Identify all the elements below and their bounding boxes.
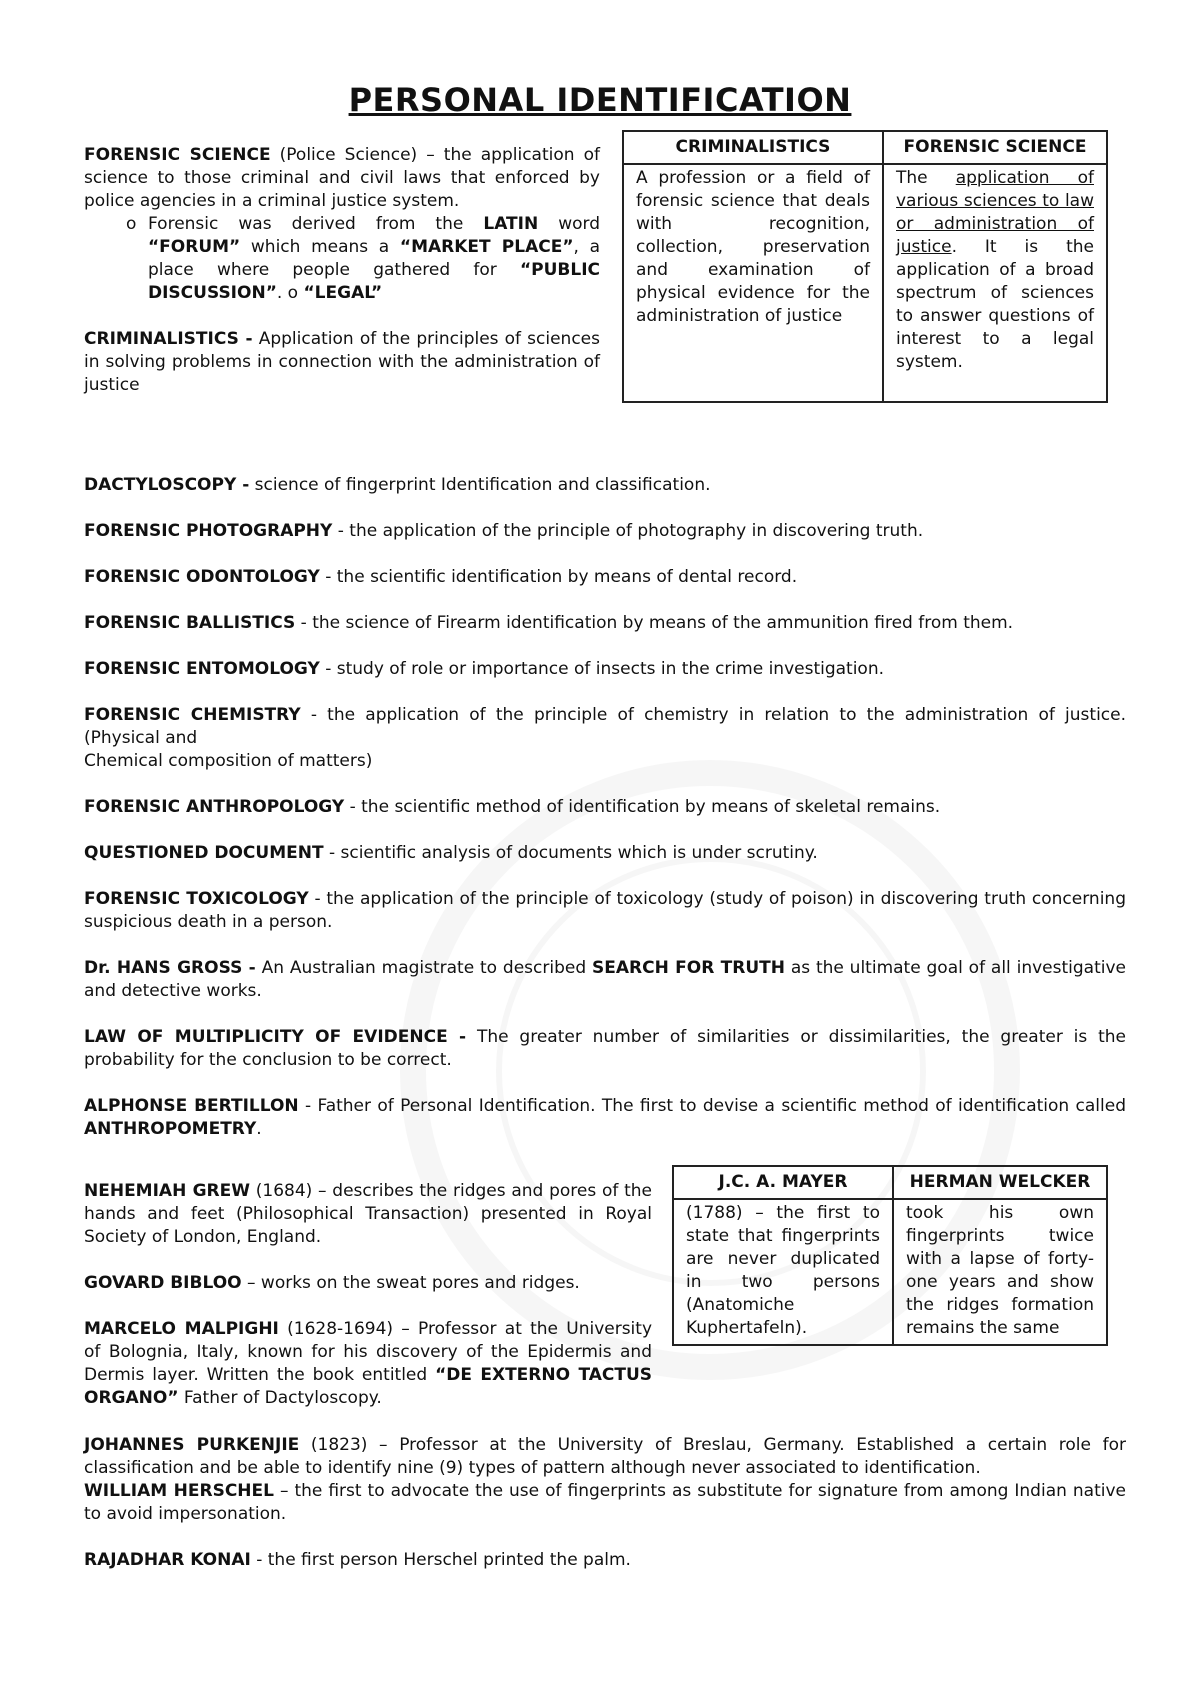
table-header-welcker: HERMAN WELCKER [893, 1166, 1107, 1199]
multiplicity-entry: LAW OF MULTIPLICITY OF EVIDENCE - The greater number of similarities or dissimilarities, the greater is the probability for the conclusion to be correct. [84, 1027, 1126, 1070]
later-pioneers-section [84, 1434, 1126, 1572]
table-cell-forensic-science: The application of various sciences to law or administration of justice. It is the application of a broad spectrum of sciences to answer questions of interest to a legal system. [883, 164, 1107, 402]
definition-chemistry-line2: Chemical composition of matters) [84, 751, 373, 771]
table-header-criminalistics: CRIMINALISTICS [623, 131, 883, 164]
bertillon-entry: ALPHONSE BERTILLON - Father of Personal Identification. The first to devise a scientific method of identification called ANTHROPOMETRY. [84, 1096, 1126, 1139]
malpighi-entry: MARCELO MALPIGHI (1628-1694) – Professor at the University of Bolognia, Italy, known for his discovery of the Epidermis and Dermis layer. Written the book entitled “DE EXTERNO TACTUS ORGANO” Father of Dactyloscopy. [84, 1319, 653, 1408]
forum-bullet-list [84, 213, 600, 305]
table-cell-welcker: took his own fingerprints twice with a lapse of forty-one years and show the ridges formation remains the same [893, 1199, 1107, 1345]
definition-chemistry: FORENSIC CHEMISTRY - the application of the principle of chemistry in relation to the administration of justice. (Physical and [84, 705, 1127, 748]
mayer-welcker-table [672, 1165, 1108, 1346]
definition-photography: FORENSIC PHOTOGRAPHY - the application of the principle of photography in discovering truth. [84, 521, 924, 541]
definition-questioned-document: QUESTIONED DOCUMENT - scientific analysis of documents which is under scrutiny. [84, 843, 818, 863]
grew-entry: NEHEMIAH GREW (1684) – describes the ridges and pores of the hands and feet (Philosophical Transaction) presented in Royal Society of London, England. [84, 1181, 652, 1247]
table-cell-mayer: (1788) – the first to state that fingerprints are never duplicated in two persons (Anatomiche Kuphertafeln). [673, 1199, 893, 1345]
purkenjie-entry: JOHANNES PURKENJIE (1823) – Professor at the University of Breslau, Germany. Established a certain role for classification and be able to identify nine (9) types of pattern although never associated to identification. [84, 1435, 1126, 1478]
definition-odontology: FORENSIC ODONTOLOGY - the scientific identification by means of dental record. [84, 567, 798, 587]
page-title: PERSONAL IDENTIFICATION [348, 81, 852, 119]
table-header-mayer: J.C. A. MAYER [673, 1166, 893, 1199]
criminalistics-definition: CRIMINALISTICS - Application of the principles of sciences in solving problems in connection with the administration of justice [84, 329, 600, 395]
bibloo-entry: GOVARD BIBLOO – works on the sweat pores and ridges. [84, 1273, 580, 1293]
definition-entomology: FORENSIC ENTOMOLOGY - study of role or importance of insects in the crime investigation. [84, 659, 885, 679]
early-pioneers-column [84, 1180, 652, 1410]
definition-dactyloscopy: DACTYLOSCOPY - science of fingerprint Identification and classification. [84, 475, 711, 495]
forensic-science-definition: FORENSIC SCIENCE (Police Science) – the application of science to those criminal and civil laws that enforced by police agencies in a criminal justice system. [84, 145, 600, 211]
table-cell-criminalistics: A profession or a field of forensic science that deals with recognition, collection, preservation and examination of physical evidence for the administration of justice [623, 164, 883, 402]
definitions-section [84, 474, 1126, 1141]
table-header-forensic-science: FORENSIC SCIENCE [883, 131, 1107, 164]
intro-column [84, 144, 600, 397]
list-item: o Forensic was derived from the LATIN word “FORUM” which means a “MARKET PLACE”, a place where people gathered for “PUBLIC DISCUSSION”. o “LEGAL” [126, 214, 600, 303]
definition-anthropology: FORENSIC ANTHROPOLOGY - the scientific method of identification by means of skeletal remains. [84, 797, 941, 817]
criminalistics-vs-forensic-table [622, 130, 1108, 403]
definition-toxicology: FORENSIC TOXICOLOGY - the application of the principle of toxicology (study of poison) in discovering truth concerning suspicious death in a person. [84, 889, 1126, 932]
herschel-entry: WILLIAM HERSCHEL – the first to advocate the use of fingerprints as substitute for signature from among Indian native to avoid impersonation. [84, 1481, 1126, 1524]
konai-entry: RAJADHAR KONAI - the first person Herschel printed the palm. [84, 1550, 631, 1570]
bullet-marker: o [126, 214, 137, 234]
definition-ballistics: FORENSIC BALLISTICS - the science of Firearm identification by means of the ammunition fired from them. [84, 613, 1014, 633]
hans-gross-entry: Dr. HANS GROSS - An Australian magistrate to described SEARCH FOR TRUTH as the ultimate goal of all investigative and detective works. [84, 958, 1126, 1001]
